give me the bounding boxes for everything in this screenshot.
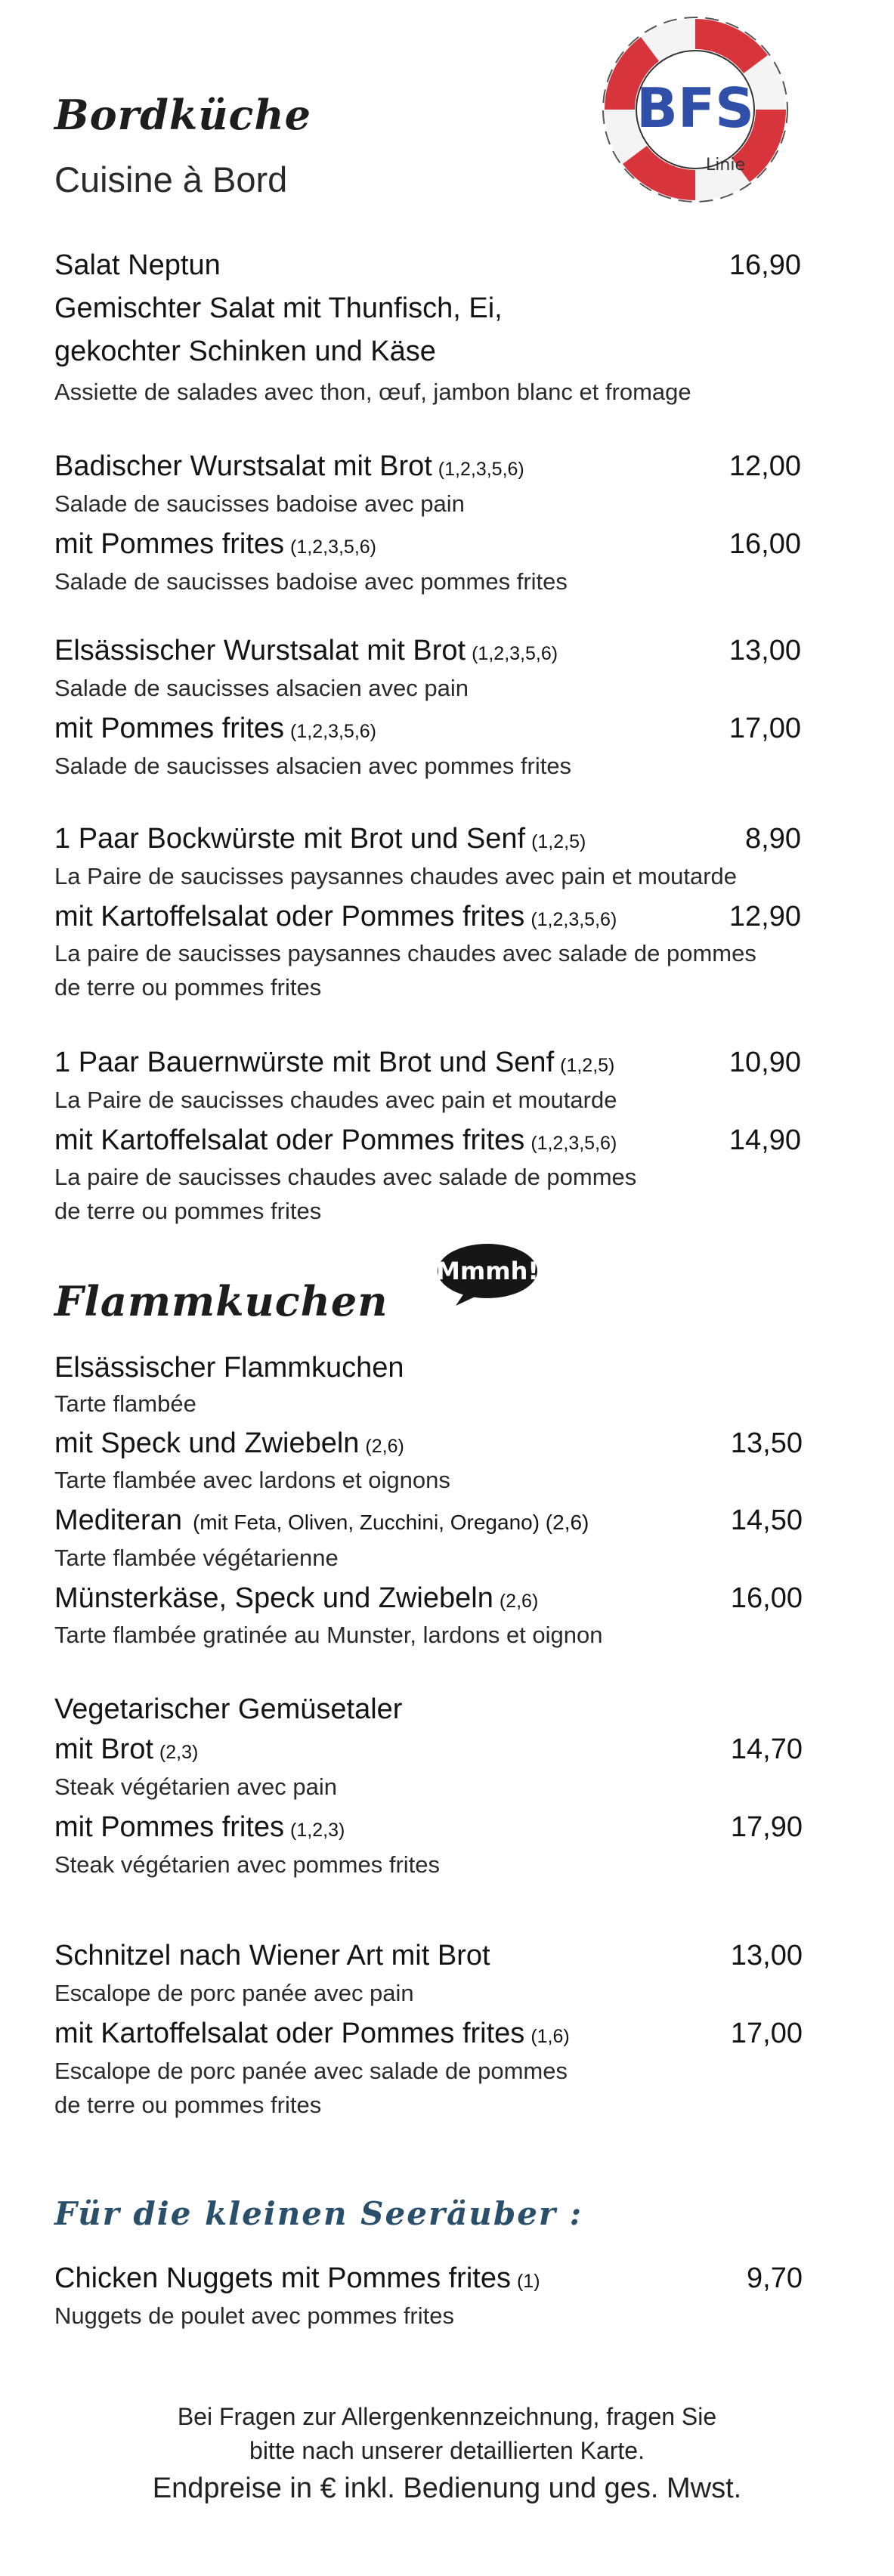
item-name: Vegetarischer Gemüsetaler — [54, 1693, 403, 1725]
item-price: 12,00 — [729, 450, 801, 482]
item-name — [54, 1044, 614, 1084]
item-ingredients: (mit Feta, Oliven, Zucchini, Oregano) (2,6) — [192, 1511, 589, 1534]
section-subtitle: Cuisine à Bord — [54, 159, 288, 199]
item-description: Salade de saucisses badoise avec pain — [54, 490, 465, 517]
item-variant — [54, 2015, 570, 2055]
item-description: La Paire de saucisses paysannes chaudes avec pain et moutarde — [54, 863, 738, 889]
item-name: Salat Neptun — [54, 249, 221, 281]
item-description: Escalope de porc panée avec salade de pommes — [54, 2058, 568, 2084]
item-name — [54, 820, 586, 861]
item-description: Steak végétarien avec pommes frites — [54, 1851, 441, 1878]
item-description: Tarte flambée gratinée au Munster, lardons et oignon — [54, 1622, 603, 1648]
allergen-codes: (1,2,3,5,6) — [290, 721, 376, 742]
item-variant-text: Mediteran — [54, 1504, 182, 1536]
item-description: Nuggets de poulet avec pommes frites — [54, 2302, 454, 2329]
item-variant-text: mit Pommes frites — [54, 528, 285, 560]
allergen-codes: (1,2,5) — [531, 831, 586, 852]
item-name-text: Badischer Wurstsalat mit Brot — [54, 450, 432, 482]
item-name-text: Elsässischer Wurstsalat mit Brot — [54, 635, 466, 666]
item-name-text: Chicken Nuggets mit Pommes frites — [54, 2262, 511, 2294]
item-variant — [54, 1121, 617, 1162]
item-variant-text: mit Kartoffelsalat oder Pommes frites — [54, 2018, 525, 2049]
item-name: Schnitzel nach Wiener Art mit Brot — [54, 1940, 490, 1971]
item-variant — [54, 1501, 589, 1542]
item-price: 8,90 — [745, 823, 801, 855]
item-variant-text: mit Pommes frites — [54, 1811, 285, 1843]
allergen-codes: (1,2,3,5,6) — [290, 537, 376, 558]
item-variant — [54, 1808, 345, 1849]
item-name-text: 1 Paar Bauernwürste mit Brot und Senf — [54, 1047, 555, 1078]
item-price: 9,70 — [747, 2262, 803, 2294]
item-description: La paire de saucisses paysannes chaudes avec salade de pommes — [54, 940, 756, 966]
item-description: de terre ou pommes frites — [54, 974, 322, 1000]
item-price: 13,00 — [730, 1940, 803, 1971]
allergen-codes: (2,6) — [499, 1591, 539, 1612]
section-title-bordkueche: Bordküche — [54, 91, 312, 139]
item-variant — [54, 1579, 538, 1620]
allergen-codes: (1,2,3,5,6) — [472, 643, 558, 664]
item-variant — [54, 525, 376, 566]
item-subline: gekochter Schinken und Käse — [54, 336, 436, 367]
item-description: La Paire de saucisses chaudes avec pain et moutarde — [54, 1087, 617, 1113]
item-price: 17,90 — [730, 1811, 803, 1843]
allergen-codes: (2,3) — [159, 1742, 199, 1763]
item-description: Steak végétarien avec pain — [54, 1774, 337, 1800]
item-variant-text: mit Pommes frites — [54, 713, 285, 744]
item-name — [54, 632, 558, 673]
item-name — [54, 2259, 540, 2300]
item-description: de terre ou pommes frites — [54, 1198, 322, 1224]
item-price: 13,50 — [730, 1427, 803, 1459]
allergen-codes: (1,6) — [531, 2026, 570, 2047]
item-description: de terre ou pommes frites — [54, 2092, 322, 2118]
item-description: Assiette de salades avec thon, œuf, jambon blanc et fromage — [54, 379, 691, 405]
item-name-text: 1 Paar Bockwürste mit Brot und Senf — [54, 823, 526, 855]
item-description: Tarte flambée végétarienne — [54, 1545, 339, 1571]
item-subline: Gemischter Salat mit Thunfisch, Ei, — [54, 292, 503, 324]
speech-bubble-icon — [435, 1239, 540, 1307]
allergen-codes: (1,2,3) — [290, 1820, 345, 1841]
item-description: Escalope de porc panée avec pain — [54, 1980, 414, 2006]
allergen-note-line-2: bitte nach unserer detaillierten Karte. — [249, 2437, 645, 2464]
item-variant-text: Münsterkäse, Speck und Zwiebeln — [54, 1582, 493, 1614]
bfs-lifebuoy-logo — [593, 8, 797, 212]
price-note: Endpreise in € inkl. Bedienung und ges. Mwst. — [152, 2472, 742, 2504]
allergen-codes: (1,2,3,5,6) — [531, 909, 617, 930]
section-title-flammkuchen: Flammkuchen — [54, 1277, 388, 1325]
item-price: 16,90 — [729, 249, 801, 281]
item-name: Elsässischer Flammkuchen — [54, 1352, 404, 1384]
item-price: 17,00 — [729, 713, 801, 744]
item-description: Salade de saucisses alsacien avec pommes frites — [54, 753, 572, 779]
item-variant-text: mit Speck und Zwiebeln — [54, 1427, 360, 1459]
allergen-codes: (2,6) — [365, 1436, 404, 1457]
allergen-note-line-1: Bei Fragen zur Allergenkennzeichnung, fragen Sie — [177, 2403, 717, 2430]
allergen-codes: (1,2,3,5,6) — [531, 1133, 617, 1154]
item-variant — [54, 710, 376, 750]
item-price: 13,00 — [729, 635, 801, 666]
item-variant-text: mit Brot — [54, 1733, 153, 1765]
item-variant-text: mit Kartoffelsalat oder Pommes frites — [54, 1124, 525, 1156]
logo-text: BFS — [636, 76, 754, 140]
item-price: 14,50 — [730, 1504, 803, 1536]
item-variant-text: mit Kartoffelsalat oder Pommes frites — [54, 901, 525, 932]
item-variant — [54, 1424, 404, 1465]
bubble-text: Mmmh! — [436, 1257, 539, 1285]
allergen-codes: (1) — [516, 2271, 540, 2292]
section-title-kids: Für die kleinen Seeräuber : — [54, 2195, 583, 2232]
item-description: Tarte flambée avec lardons et oignons — [54, 1467, 450, 1493]
item-price: 10,90 — [729, 1047, 801, 1078]
item-price: 14,90 — [729, 1124, 801, 1156]
item-variant — [54, 1730, 198, 1771]
item-price: 17,00 — [730, 2018, 803, 2049]
item-description: La paire de saucisses chaudes avec salade de pommes — [54, 1164, 637, 1190]
item-name — [54, 447, 524, 488]
item-price: 14,70 — [730, 1733, 803, 1765]
item-price: 12,90 — [729, 901, 801, 932]
logo-subtext: Linie — [706, 156, 745, 175]
item-description: Salade de saucisses alsacien avec pain — [54, 675, 469, 701]
allergen-codes: (1,2,3,5,6) — [438, 459, 524, 480]
item-variant — [54, 898, 617, 939]
item-description: Tarte flambée — [54, 1390, 196, 1417]
item-description: Salade de saucisses badoise avec pommes frites — [54, 568, 568, 595]
item-price: 16,00 — [729, 528, 801, 560]
allergen-codes: (1,2,5) — [560, 1055, 615, 1076]
item-price: 16,00 — [730, 1582, 803, 1614]
